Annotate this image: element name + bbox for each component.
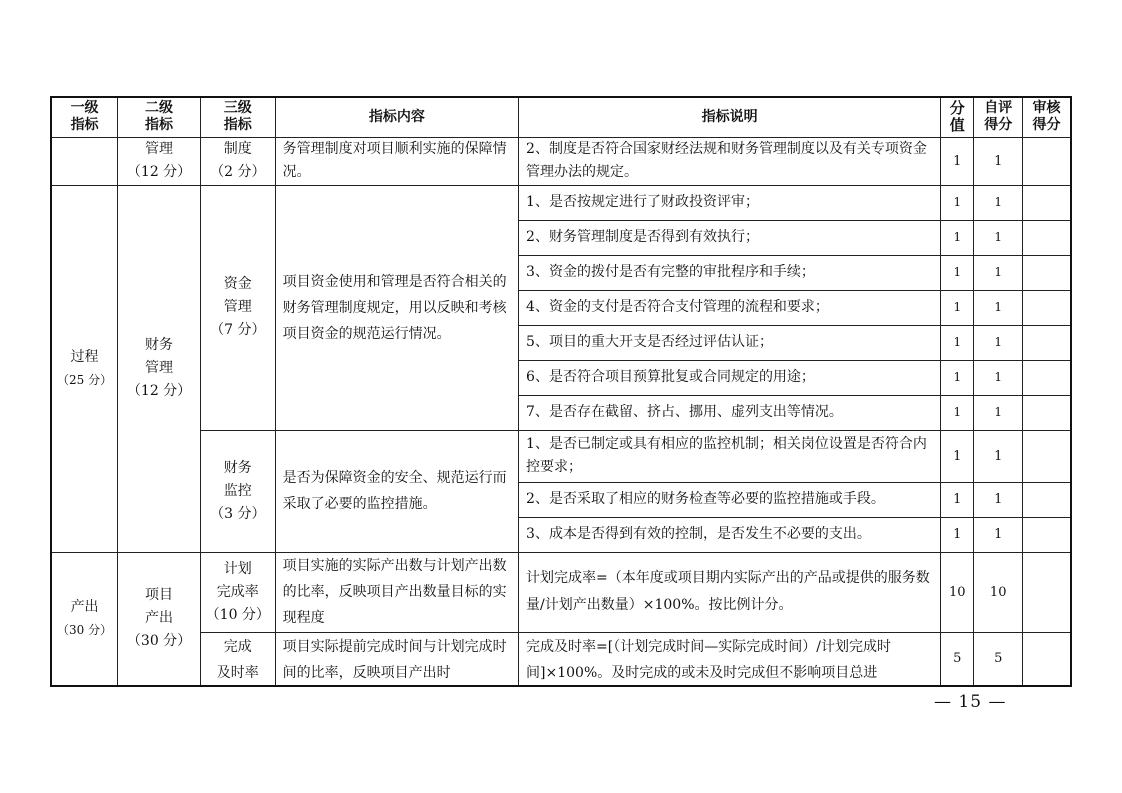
cell-audit-score — [1022, 137, 1071, 185]
header-l1: 一级 指标 — [51, 97, 118, 137]
l1-name: 过程 — [70, 348, 99, 365]
l2-name: 管理 — [145, 141, 174, 157]
evaluation-table — [50, 96, 1072, 687]
cell-score: 1 — [941, 360, 974, 395]
cell-self-score: 1 — [974, 255, 1022, 290]
cell-score: 1 — [941, 290, 974, 325]
cell-score: 1 — [941, 325, 974, 360]
l3-name: 资金 管理 — [223, 276, 252, 315]
cell-l2-finance — [118, 185, 201, 552]
table-row — [51, 185, 1071, 220]
l1-score: （30 分） — [57, 622, 113, 637]
cell-content — [275, 632, 518, 686]
table-row — [51, 137, 1071, 185]
cell-score: 1 — [941, 255, 974, 290]
desc-text: 完成及时率=[（计划完成时间—实际完成时间）/计划完成时间]×100%。及时完成的或未及时完成但不影响项目总进 — [526, 638, 891, 681]
page-number: — 15 — — [934, 692, 1007, 712]
cell-desc: 5、项目的重大开支是否经过评估认证； — [519, 325, 941, 360]
cell-self-score: 1 — [974, 360, 1022, 395]
cell-self-score: 5 — [974, 632, 1022, 686]
cell-self-score: 1 — [974, 430, 1022, 482]
cell-l3-plan-rate — [200, 552, 275, 632]
l3-name: 计划 完成率 — [216, 560, 259, 600]
cell-self-score: 1 — [974, 137, 1022, 185]
cell-desc: 1、是否已制定或具有相应的监控机制；相关岗位设置是否符合内控要求； — [519, 430, 941, 482]
cell-content: 项目实施的实际产出数与计划产出数的比率，反映项目产出数量目标的实现程度 — [275, 552, 518, 632]
cell-l3-monitor — [200, 430, 275, 552]
cell-audit-score — [1022, 255, 1071, 290]
table-row — [51, 430, 1071, 482]
header-score: 分 值 — [941, 97, 974, 137]
l3-score: （2 分） — [210, 164, 266, 180]
cell-desc: 1、是否按规定进行了财政投资评审； — [519, 185, 941, 220]
table-row — [51, 552, 1071, 632]
cell-audit-score — [1022, 552, 1071, 632]
cell-desc: 3、成本是否得到有效的控制，是否发生不必要的支出。 — [519, 517, 941, 552]
header-content: 指标内容 — [275, 97, 518, 137]
cell-audit-score — [1022, 220, 1071, 255]
cell-self-score: 1 — [974, 395, 1022, 430]
cell-content: 项目资金使用和管理是否符合相关的财务管理制度规定，用以反映和考核项目资金的规范运行情况。 — [275, 185, 518, 430]
l1-name: 产出 — [70, 598, 99, 615]
cell-l1-process — [51, 185, 118, 552]
cell-score: 1 — [941, 517, 974, 552]
cell-l2-output — [118, 552, 201, 686]
cell-desc: 7、是否存在截留、挤占、挪用、虚列支出等情况。 — [519, 395, 941, 430]
cell-self-score: 10 — [974, 552, 1022, 632]
cell-desc: 计划完成率=（本年度或项目期内实际产出的产品或提供的服务数量/计划产出数量）×100%。按比例计分。 — [519, 552, 941, 632]
header-audit-score: 审核 得分 — [1022, 97, 1071, 137]
header-self-score: 自评 得分 — [974, 97, 1022, 137]
l3-name: 制度 — [223, 141, 252, 157]
cell-audit-score — [1022, 325, 1071, 360]
cell-content: 务管理制度对项目顺利实施的保障情况。 — [275, 137, 518, 185]
cell-audit-score — [1022, 290, 1071, 325]
l3-score: （10 分） — [205, 606, 270, 623]
cell-desc — [519, 632, 941, 686]
table-row — [51, 632, 1071, 686]
cell-desc: 6、是否符合项目预算批复或合同规定的用途； — [519, 360, 941, 395]
cell-content: 是否为保障资金的安全、规范运行而采取了必要的监控措施。 — [275, 430, 518, 552]
cell-self-score: 1 — [974, 517, 1022, 552]
cell-desc: 4、资金的支付是否符合支付管理的流程和要求； — [519, 290, 941, 325]
l1-score: （25 分） — [57, 372, 113, 387]
cell-audit-score — [1022, 430, 1071, 482]
cell-desc: 2、是否采取了相应的财务检查等必要的监控措施或手段。 — [519, 482, 941, 517]
cell-self-score: 1 — [974, 482, 1022, 517]
header-l2: 二级 指标 — [118, 97, 201, 137]
cell-audit-score — [1022, 482, 1071, 517]
cell-l3-timeliness — [200, 632, 275, 686]
cell-score: 1 — [941, 482, 974, 517]
cell-self-score: 1 — [974, 220, 1022, 255]
cell-score: 1 — [941, 137, 974, 185]
cell-score: 5 — [941, 632, 974, 686]
cell-self-score: 1 — [974, 290, 1022, 325]
cell-l3 — [200, 137, 275, 185]
cell-score: 1 — [941, 185, 974, 220]
header-l3: 三级 指标 — [200, 97, 275, 137]
l3-name: 财务 监控 — [223, 459, 252, 499]
content-text: 项目实际提前完成时间与计划完成时间的比率，反映项目产出时 — [282, 638, 507, 681]
cell-audit-score — [1022, 395, 1071, 430]
cell-desc: 2、制度是否符合国家财经法规和财务管理制度以及有关专项资金管理办法的规定。 — [519, 137, 941, 185]
cell-self-score: 1 — [974, 325, 1022, 360]
cell-empty — [51, 137, 118, 185]
cell-desc: 3、资金的拨付是否有完整的审批程序和手续； — [519, 255, 941, 290]
cell-audit-score — [1022, 185, 1071, 220]
cell-desc: 2、财务管理制度是否得到有效执行； — [519, 220, 941, 255]
l3-score: （7 分） — [210, 322, 266, 338]
l2-name: 项目 产出 — [145, 587, 174, 626]
l3-score: （3 分） — [210, 505, 266, 522]
l2-score: （30 分） — [126, 633, 192, 649]
cell-self-score: 1 — [974, 185, 1022, 220]
cell-l1-output — [51, 552, 118, 686]
cell-score: 1 — [941, 395, 974, 430]
cell-score: 10 — [941, 552, 974, 632]
header-desc: 指标说明 — [519, 97, 941, 137]
cell-l2 — [118, 137, 201, 185]
cell-audit-score — [1022, 632, 1071, 686]
cell-audit-score — [1022, 517, 1071, 552]
l3-name: 完成 及时率 — [216, 638, 259, 681]
header-row — [51, 97, 1071, 137]
l2-name: 财务 管理 — [145, 337, 174, 376]
l2-score: （12 分） — [126, 164, 192, 180]
cell-score: 1 — [941, 430, 974, 482]
cell-score: 1 — [941, 220, 974, 255]
cell-l3-funds — [200, 185, 275, 430]
cell-audit-score — [1022, 360, 1071, 395]
l2-score: （12 分） — [126, 383, 192, 399]
